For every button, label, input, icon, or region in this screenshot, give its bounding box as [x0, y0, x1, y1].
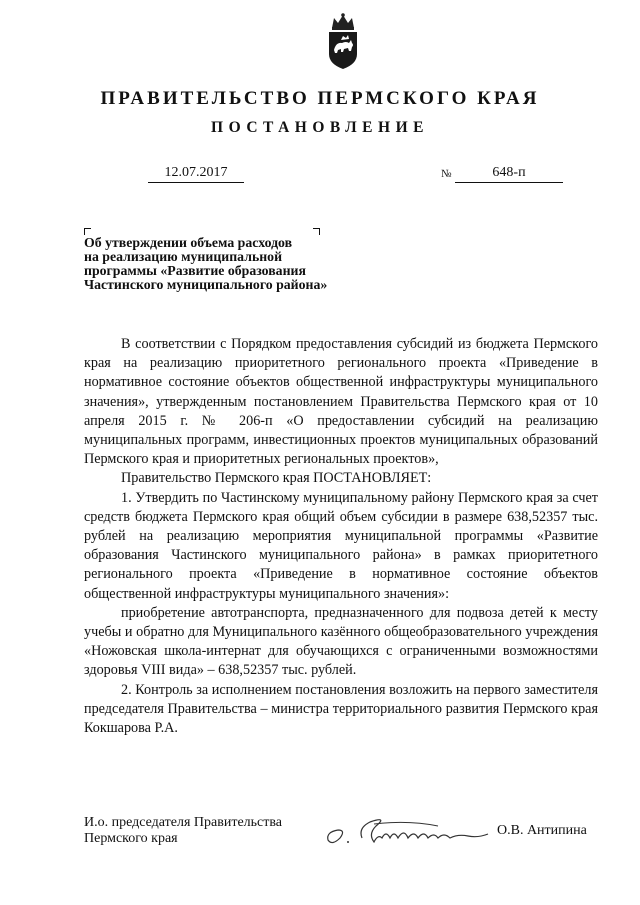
document-date: 12.07.2017: [148, 164, 244, 183]
document-subject: [84, 236, 364, 292]
signatory-position: [84, 815, 282, 847]
subject-line: Частинского муниципального района»: [84, 277, 328, 292]
document-type: ПОСТАНОВЛЕНИЕ: [211, 119, 429, 136]
subject-line: на реализацию муниципальной: [84, 249, 283, 264]
body-paragraph: приобретение автотранспорта, предназначенного для подвоза детей к месту учебы и обратно для Муниципального казённого общеобразовательного учреждения «Ножовская школа-интернат для обучающихся с ограниченными возможностями здоровья VIII вида» – 638,52357 тыс. рублей.: [84, 604, 598, 679]
government-title: ПРАВИТЕЛЬСТВО ПЕРМСКОГО КРАЯ: [100, 88, 540, 109]
number-sign: №: [441, 168, 452, 180]
signatory-position-line: Пермского края: [84, 831, 178, 846]
body-paragraph: 2. Контроль за исполнением постановления возложить на первого заместителя председателя Правительства – министра территориального развития Пермского края Кокшарова Р.А.: [84, 681, 598, 737]
subject-line: программы «Развитие образования: [84, 263, 306, 278]
signatory-position-line: И.о. председателя Правительства: [84, 815, 283, 830]
subject-corner-left: [84, 228, 91, 235]
subject-line: Об утверждении объема расходов: [84, 235, 293, 250]
perm-krai-coat-of-arms-icon: [324, 12, 362, 70]
document-body: [84, 335, 598, 738]
document-number: 648-п: [455, 164, 563, 183]
body-paragraph: В соответствии с Порядком предоставления субсидий из бюджета Пермского края на реализацию приоритетного регионального проекта «Приведение в нормативное состояние объектов общественной инфраструктуры муниципального значения», утвержденным постановлением Правительства Пермского края от 10 апреля 2015 г. № 206-п «О предоставлении субсидий на реализацию муниципальных программ, инвестиционных проектов муниципальных образований Пермского края и приоритетных региональных проектов»,: [84, 336, 598, 468]
subject-corner-right: [313, 228, 320, 235]
body-paragraph: 1. Утвердить по Частинскому муниципальному району Пермского края за счет средств бюджета Пермского края общий объем субсидии в размере 638,52357 тыс. рублей на реализацию мероприятия муниципальной программы «Развитие образования Частинского муниципального района» в рамках приоритетного регионального проекта «Приведение в нормативное состояние объектов общественной инфраструктуры муниципального значения»:: [84, 489, 598, 602]
signatory-name: О.В. Антипина: [497, 823, 587, 838]
body-paragraph: Правительство Пермского края ПОСТАНОВЛЯЕТ:: [121, 470, 432, 487]
handwritten-signature-icon: [318, 808, 494, 848]
